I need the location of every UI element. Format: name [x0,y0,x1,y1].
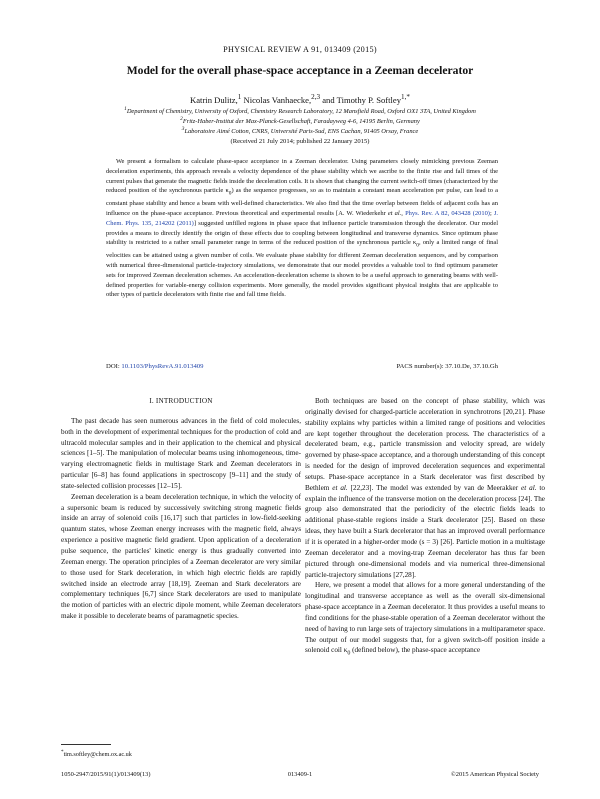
section-heading: I. INTRODUCTION [149,397,213,405]
affiliation [0,126,600,135]
affiliation-text: Department of Chemistry, University of Oxford, Chemistry Research Laboratory, 12 Mansfield Road, Oxford OX1 3TA, United Kingdom [126,108,476,116]
footnote-rule [61,744,111,745]
affil-mark: 2,3 [311,93,321,101]
reference-link[interactable]: J. Chem. Phys. 135, 214202 (2011) [106,210,499,227]
affil-mark: 1 [124,106,127,112]
footnote-email[interactable]: tim.softley@chem.ox.ac.uk [63,751,132,759]
page-number: 013409-1 [287,771,313,778]
author-list [0,93,600,105]
affil-mark: 1 [237,93,242,101]
affiliation-text: Fritz-Haber-Institut der Max-Planck-Gesellschaft, Faradayweg 4-6, 14195 Berlin, Germany [182,118,420,126]
author-name: Nicolas Vanhaecke, [243,94,312,105]
affil-mark: 2 [180,116,183,122]
footnote-mark: * [61,749,64,755]
doi-label: DOI: [106,363,120,370]
footer-issn: 1050-2947/2015/91(1)/013409(13) [61,771,151,778]
footnote [61,749,132,758]
footer-copyright: ©2015 American Physical Society [450,771,539,778]
author-name: Katrin Dulitz, [190,94,238,105]
body-paragraph: Zeeman deceleration is a beam deceleration technique, in which the velocity of a supersonic beam is reduced by successively switching strong magnetic fields inside an array of solenoid coils [16,17] such that particles in low-field-seeking quantum states, whose Zeeman energy increases with the magnetic field, always experience a positive magnetic field gradient. Upon application of a deceleration pulse sequence, the particles' kinetic energy is thus gradually converted into Zeeman energy. The operation principles of a Zeeman decelerator are very similar to those used for Stark deceleration, in which high electric fields are rapidly switched inside an electrode array [18,19]. Zeeman and Stark decelerators are complementary techniques [6,7] since Stark decelerators are used to manipulate the motion of particles with an electric dipole moment, while Zeeman decelerators make it possible to decelerate beams of paramagnetic species. [61,492,301,621]
affil-mark: 3 [181,126,185,132]
body-paragraph: Both techniques are based on the concept of phase stability, which was originally devised for charged-particle acceleration in synchrotrons [20,21]. Phase stability explains why particles within a limited range of positions and velocities are kept together throughout the deceleration process. The characteristics of a decelerated beam, e.g., particle transmission and velocity spread, are widely governed by phase-space acceptance, and a thorough understanding of this concept is needed for the design of improved deceleration sequences and experimental setups. Phase-space acceptance in a Stark decelerator was first described by Bethlem et al. [22,23]. The model was extended by van de Meerakker et al. to explain the influence of the transverse motion on the deceleration process [24]. The group also demonstrated that the periodicity of the electric fields leads to additional phase-stable regions inside a Stark decelerator [25]. Based on these ideas, they have built a Stark decelerator that has an improved overall performance if it is operated in a higher-order mode (s = 3) [26]. Particle motion in a multistage Zeeman decelerator and a moving-trap Zeeman decelerator has thus far been pictured through one-dimensional models and via numerical three-dimensional particle-trajectory simulations [27,28]. [305,397,545,579]
affil-mark: 1,* [401,93,410,101]
doi-line [106,363,498,370]
affiliation [0,116,600,125]
doi-link[interactable]: 10.1103/PhysRevA.91.013409 [121,363,204,370]
author-name: and Timothy P. Softley [322,94,402,105]
abstract-paragraph: We present a formalism to calculate phase-space acceptance in a Zeeman decelerator. Using parameters closely mimicking previous Zeeman deceleration experiments, this approach reveals a velocity dependence of the phase stability which we ascribe to the finite rise and fall times of the current pulses that generate the magnetic fields inside the deceleration coils. It is shown that changing the current switch-off times (characterized by the reduced position of the synchronous particle $\kappa_0$) as the sequence progresses, so as to maintain a constant mean acceleration per pulse, can lead to a constant phase stability and hence a beam with well-defined characteristics. We also find that the time overlap between fields of adjacent coils has an influence on the phase-space acceptance. Previous theoretical and experimental results [A. W. Wiederkehr et al., Phys. Rev. A 82, 043428 (2010); J. Chem. Phys. 135, 214202 (2011)] suggested unfilled regions in phase space that influence particle transmission through the decelerator. Our model provides a means to directly identify the origin of these effects due to coupling between longitudinal and transverse dynamics. Since optimum phase stability is restricted to a rather small parameter range in terms of the reduced position of the synchronous particle $\kappa_0$, only a limited range of final velocities can be attained using a given number of coils. We evaluate phase stability for different Zeeman deceleration sequences, and by comparison with numerical three-dimensional particle-trajectory simulations, we demonstrate that our model provides a valuable tool to find optimum parameter sets for improved Zeeman deceleration schemes. An acceleration-deceleration scheme is shown to be a useful approach to generating beams with well-defined properties for variable-energy collision experiments. More generally, the model provides significant physical insights that are applicable to other types of particle decelerators with finite rise and fall time fields. [106,158,499,299]
affiliation-text: Laboratoire Aimé Cotton, CNRS, Université Paris-Sud, ENS Cachan, 91405 Orsay, France [184,128,419,136]
right-column [305,396,545,660]
body-paragraph: The past decade has seen numerous advances in the field of cold molecules, both in the development of experimental techniques for the production of cold and ultracold molecular samples and in their application to the chemical and physical sciences [1–5]. The manipulation of molecular beams using inhomogeneous, time-varying electromagnetic fields in multistage Stark and Zeeman decelerators in particular [6–8] has found applications in spectroscopy [9–11] and the study of state-selected collision processes [12–15]. [61,416,301,490]
pacs-numbers: PACS number(s): 37.10.De, 37.10.Gh [396,363,498,370]
left-column [61,396,301,622]
abstract [106,157,498,300]
reference-link[interactable]: Phys. Rev. A 82, 043428 (2010) [405,210,490,218]
paper-title: Model for the overall phase-space acceptance in a Zeeman decelerator [126,64,474,77]
affiliation [0,106,600,115]
journal-header: PHYSICAL REVIEW A 91, 013409 (2015) [223,45,377,54]
received-dates: (Received 21 July 2014; published 22 January 2015) [230,138,370,145]
body-paragraph: Here, we present a model that allows for a more general understanding of the longitudinal and transverse acceptance as well as the overall six-dimensional phase-space acceptance in a Zeeman decelerator. It thus provides a useful means to find conditions for the phase-stable operation of a Zeeman decelerator without the need of having to run large sets of trajectory simulations in a multiparameter space. The output of our model suggests that, for a given switch-off position inside a solenoid coil $\kappa_0$ (defined below), the phase-space acceptance [305,581,545,657]
